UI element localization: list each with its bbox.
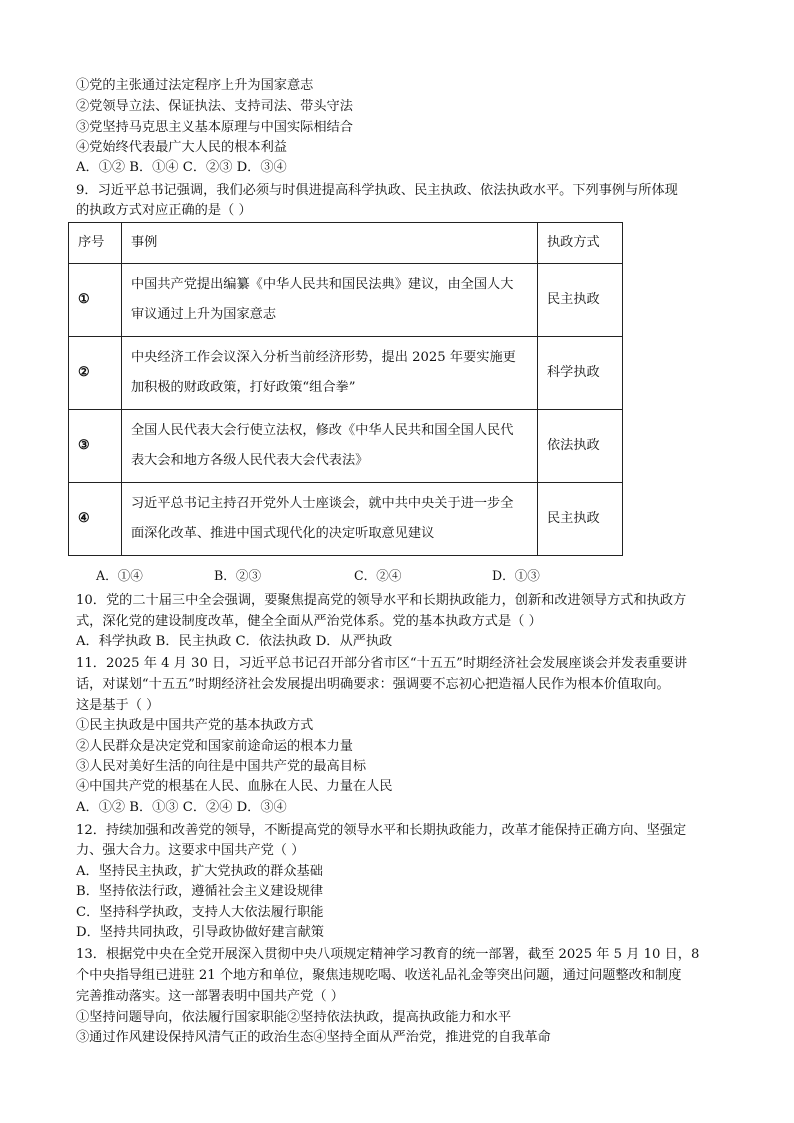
q11-stem-line3: 这是基于（ ） [76,698,160,713]
q12-option-b: B．坚持依法行政，遵循社会主义建设规律 [76,884,324,899]
q11-option-3: ③人民对美好生活的向往是中国共产党的最高目标 [76,759,367,774]
q8-option-3: ③党坚持马克思主义基本原理与中国实际相结合 [76,120,353,135]
q13-stem-line3: 完善推动落实。这一部署表明中国共产党（ ） [76,989,344,1004]
q12-option-c: C．坚持科学执政，支持人大依法履行职能 [76,905,324,920]
row-case [122,264,538,337]
header-no: 序号 [69,223,122,264]
row-case-line2: 加积极的财政政策，打好政策“组合拳” [131,380,356,395]
table-row [69,410,623,483]
row-case-line2: 面深化改革、推进中国式现代化的决定听取意见建议 [131,526,435,541]
row-no: ① [69,264,122,337]
q8-answers: A．①② B．①④ C．②③ D．③④ [76,160,287,175]
row-case-line1: 全国人民代表大会行使立法权，修改《中华人民共和国全国人民代 [131,423,514,438]
q12-stem-line2: 力、强大合力。这要求中国共产党（ ） [76,843,305,858]
row-no: ④ [69,483,122,556]
q11-option-1: ①民主执政是中国共产党的基本执政方式 [76,718,314,733]
q11-stem-line1: 11．2025 年 4 月 30 日，习近平总书记召开部分省市区“十五五”时期经济社会发展座谈会并发表重要讲 [76,656,688,671]
q8-option-4: ④党始终代表最广大人民的根本利益 [76,140,287,155]
table-row [69,337,623,410]
row-case-line1: 习近平总书记主持召开党外人士座谈会，就中共中央关于进一步全 [131,496,514,511]
header-case: 事例 [122,223,538,264]
row-no: ③ [69,410,122,483]
row-case-line1: 中央经济工作会议深入分析当前经济形势，提出 2025 年要实施更 [131,350,516,365]
q9-answer-a: A．①④ [96,568,143,583]
q11-option-4: ④中国共产党的根基在人民、血脉在人民、力量在人民 [76,779,393,794]
q9-answer-b: B．②③ [214,568,262,583]
q9-table [68,222,623,556]
row-no: ② [69,337,122,410]
q13-options-line2: ③通过作风建设保持风清气正的政治生态④坚持全面从严治党，推进党的自我革命 [76,1030,551,1045]
q9-answer-d: D．①③ [492,568,540,583]
row-case [122,483,538,556]
q11-option-2: ②人民群众是决定党和国家前途命运的根本力量 [76,739,353,754]
table-row [69,483,623,556]
row-mode: 民主执政 [538,264,623,337]
row-case-line2: 审议通过上升为国家意志 [131,307,277,322]
q11-stem-line2: 话，对谋划“十五五”时期经济社会发展提出明确要求：强调要不忘初心把造福人民作为根本价值取向。 [76,677,670,692]
q12-option-d: D．坚持共同执政，引导政协做好建言献策 [76,925,324,940]
row-case-line2: 表大会和地方各级人民代表大会代表法》 [131,453,369,468]
q13-stem-line1: 13．根据党中央在全党开展深入贯彻中央八项规定精神学习教育的统一部署，截至 2025 年 5 月 10 日，8 [76,947,700,962]
q12-option-a: A．坚持民主执政，扩大党执政的群众基础 [76,864,323,879]
q13-options-line1: ①坚持问题导向，依法履行国家职能②坚持依法执政，提高执政能力和水平 [76,1010,512,1025]
q9-answer-c: C．②④ [354,568,402,583]
q10-stem-line2: 式，深化党的建设制度改革，健全全面从严治党体系。党的基本执政方式是（ ） [76,614,542,629]
q10-answers: A．科学执政 B．民主执政 C．依法执政 D．从严执政 [76,634,393,649]
row-mode: 民主执政 [538,483,623,556]
header-mode: 执政方式 [538,223,623,264]
table-row [69,264,623,337]
q12-stem-line1: 12．持续加强和改善党的领导，不断提高党的领导水平和长期执政能力，改革才能保持正确方向、坚强定 [76,823,687,838]
q10-stem-line1: 10．党的二十届三中全会强调，要聚焦提高党的领导水平和长期执政能力，创新和改进领导方式和执政方 [76,593,687,608]
row-case-line1: 中国共产党提出编纂《中华人民共和国民法典》建议，由全国人大 [131,277,514,292]
row-mode: 科学执政 [538,337,623,410]
table-header-row [69,223,623,264]
q8-option-2: ②党领导立法、保证执法、支持司法、带头守法 [76,99,353,114]
row-case [122,410,538,483]
q9-stem-line2: 的执政方式对应正确的是（ ） [76,203,252,218]
row-mode: 依法执政 [538,410,623,483]
q8-option-1: ①党的主张通过法定程序上升为国家意志 [76,78,314,93]
q11-answers: A．①② B．①③ C．②④ D．③④ [76,800,287,815]
q9-stem-line1: 9．习近平总书记强调，我们必须与时俱进提高科学执政、民主执政、依法执政水平。下列事例与所体现 [76,183,678,198]
row-case [122,337,538,410]
q13-stem-line2: 个中央指导组已进驻 21 个地方和单位，聚焦违规吃喝、收送礼品礼金等突出问题，通过问题整改和制度 [76,968,682,983]
q9-answers [96,565,596,585]
